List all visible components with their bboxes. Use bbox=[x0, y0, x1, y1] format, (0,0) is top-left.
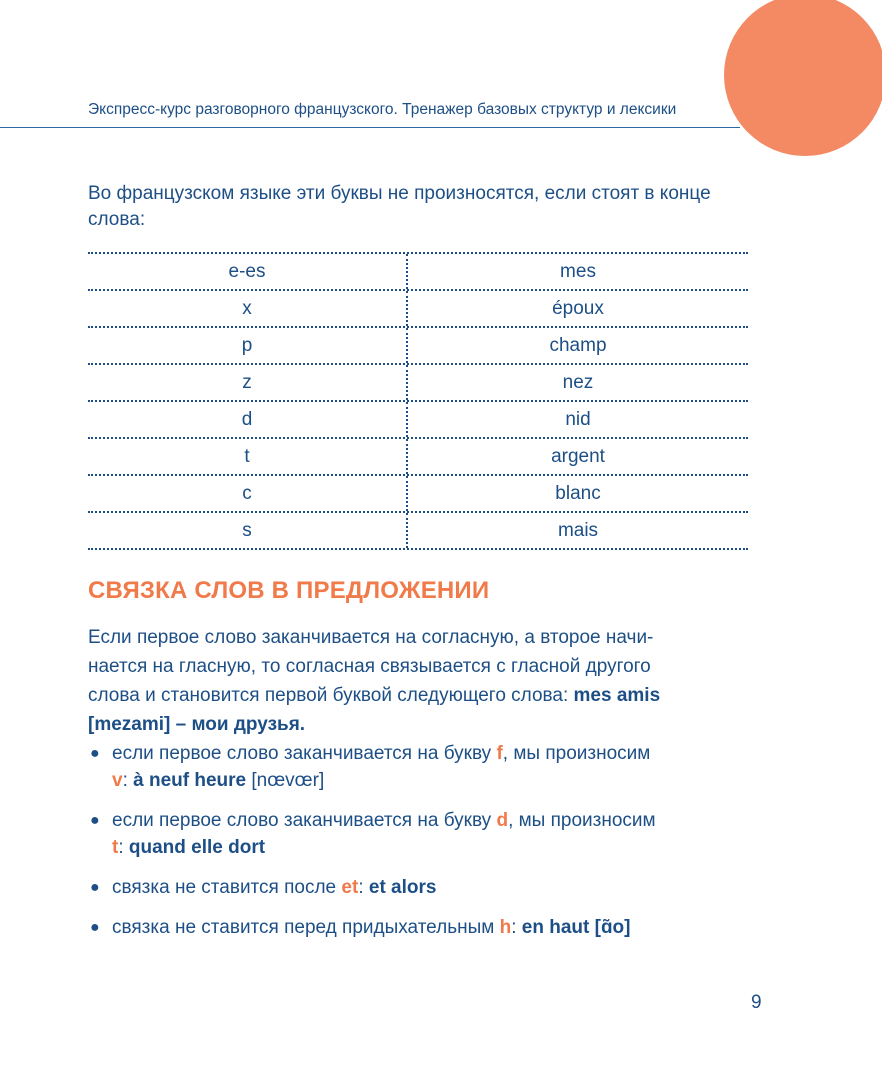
letter-cell: c bbox=[88, 476, 408, 511]
example-phrase: en haut [ɑ̃o] bbox=[521, 917, 631, 938]
example-cell: nid bbox=[565, 408, 591, 430]
bullet-icon: ● bbox=[90, 745, 100, 762]
list-item bbox=[88, 807, 748, 861]
example-cell: époux bbox=[552, 297, 604, 319]
list-item-line bbox=[112, 807, 748, 834]
list-item-line bbox=[112, 767, 748, 794]
table-row bbox=[88, 328, 748, 365]
letter-cell: s bbox=[88, 513, 408, 548]
running-title: Экспресс-курс разговорного французского. Тренажер базовых структур и лексики bbox=[88, 101, 677, 118]
list-item-text: : bbox=[122, 770, 134, 791]
list-item-text: если первое слово заканчивается на букву bbox=[112, 810, 497, 831]
list-item-text: связка не ставится перед придыхательным bbox=[112, 917, 500, 938]
liaison-rules-list bbox=[88, 740, 748, 941]
list-item bbox=[88, 740, 748, 794]
letter-cell: z bbox=[88, 365, 408, 400]
table-row bbox=[88, 439, 748, 476]
paragraph-example-translation: [mezami] – мои друзья. bbox=[88, 714, 306, 735]
letter-cell: p bbox=[88, 328, 408, 363]
table-row bbox=[88, 254, 748, 291]
list-item-text: : bbox=[358, 877, 369, 898]
list-item-text: , мы произносим bbox=[508, 810, 656, 831]
bullet-icon: ● bbox=[90, 919, 100, 936]
letter-cell: x bbox=[88, 291, 408, 326]
example-phrase: quand elle dort bbox=[128, 837, 266, 858]
letter-cell: e-es bbox=[88, 254, 408, 289]
intro-text: Во французском языке эти буквы не произносятся, если стоят в конце слова: bbox=[88, 183, 711, 230]
highlight-letter: et bbox=[341, 877, 359, 898]
paragraph-example: mes amis bbox=[573, 685, 661, 706]
list-item-text: если первое слово заканчивается на букву bbox=[112, 743, 497, 764]
example-cell: nez bbox=[562, 371, 594, 393]
header-rule bbox=[0, 127, 740, 128]
example-cell: argent bbox=[551, 445, 605, 467]
example-phrase: et alors bbox=[368, 877, 437, 898]
paragraph-line bbox=[88, 710, 748, 739]
example-cell: champ bbox=[549, 334, 607, 356]
list-item-text: : bbox=[511, 917, 522, 938]
letter-cell: d bbox=[88, 402, 408, 437]
example-cell: blanc bbox=[555, 482, 601, 504]
decorative-circle bbox=[724, 0, 882, 156]
example-cell: mais bbox=[557, 519, 599, 541]
letter-cell: t bbox=[88, 439, 408, 474]
list-item bbox=[88, 874, 748, 901]
paragraph-text: слова и становится первой буквой следующего слова: bbox=[88, 685, 574, 706]
silent-letters-table bbox=[88, 252, 748, 550]
section-title: СВЯЗКА СЛОВ В ПРЕДЛОЖЕНИИ bbox=[88, 577, 490, 604]
list-item-line bbox=[112, 874, 748, 901]
list-item-text: , мы произносим bbox=[502, 743, 651, 764]
table-row bbox=[88, 365, 748, 402]
example-cell: mes bbox=[560, 260, 596, 282]
list-item-line bbox=[112, 914, 748, 941]
list-item bbox=[88, 914, 748, 941]
bullet-icon: ● bbox=[90, 812, 100, 829]
bullet-icon: ● bbox=[90, 879, 100, 896]
table-row bbox=[88, 513, 748, 550]
example-phrase: à neuf heure bbox=[133, 770, 247, 791]
transcription: [nœvœr] bbox=[246, 770, 325, 791]
section-paragraph bbox=[88, 623, 748, 739]
table-row bbox=[88, 476, 748, 513]
list-item-line bbox=[112, 740, 748, 767]
list-item-text: связка не ставится после bbox=[112, 877, 342, 898]
list-item-line bbox=[112, 834, 748, 861]
highlight-letter: h bbox=[499, 917, 512, 938]
table-row bbox=[88, 402, 748, 439]
paragraph-line: Если первое слово заканчивается на согласную, а второе начи- bbox=[88, 627, 654, 648]
highlight-letter: d bbox=[496, 810, 509, 831]
highlight-letter: f bbox=[496, 743, 503, 764]
table-row bbox=[88, 291, 748, 328]
paragraph-line: нается на гласную, то согласная связывается с гласной другого bbox=[88, 656, 651, 677]
highlight-letter: t bbox=[112, 837, 119, 858]
page-number: 9 bbox=[751, 992, 762, 1013]
paragraph-line bbox=[88, 681, 748, 710]
highlight-letter: v bbox=[112, 770, 123, 791]
list-item-text: : bbox=[118, 837, 129, 858]
